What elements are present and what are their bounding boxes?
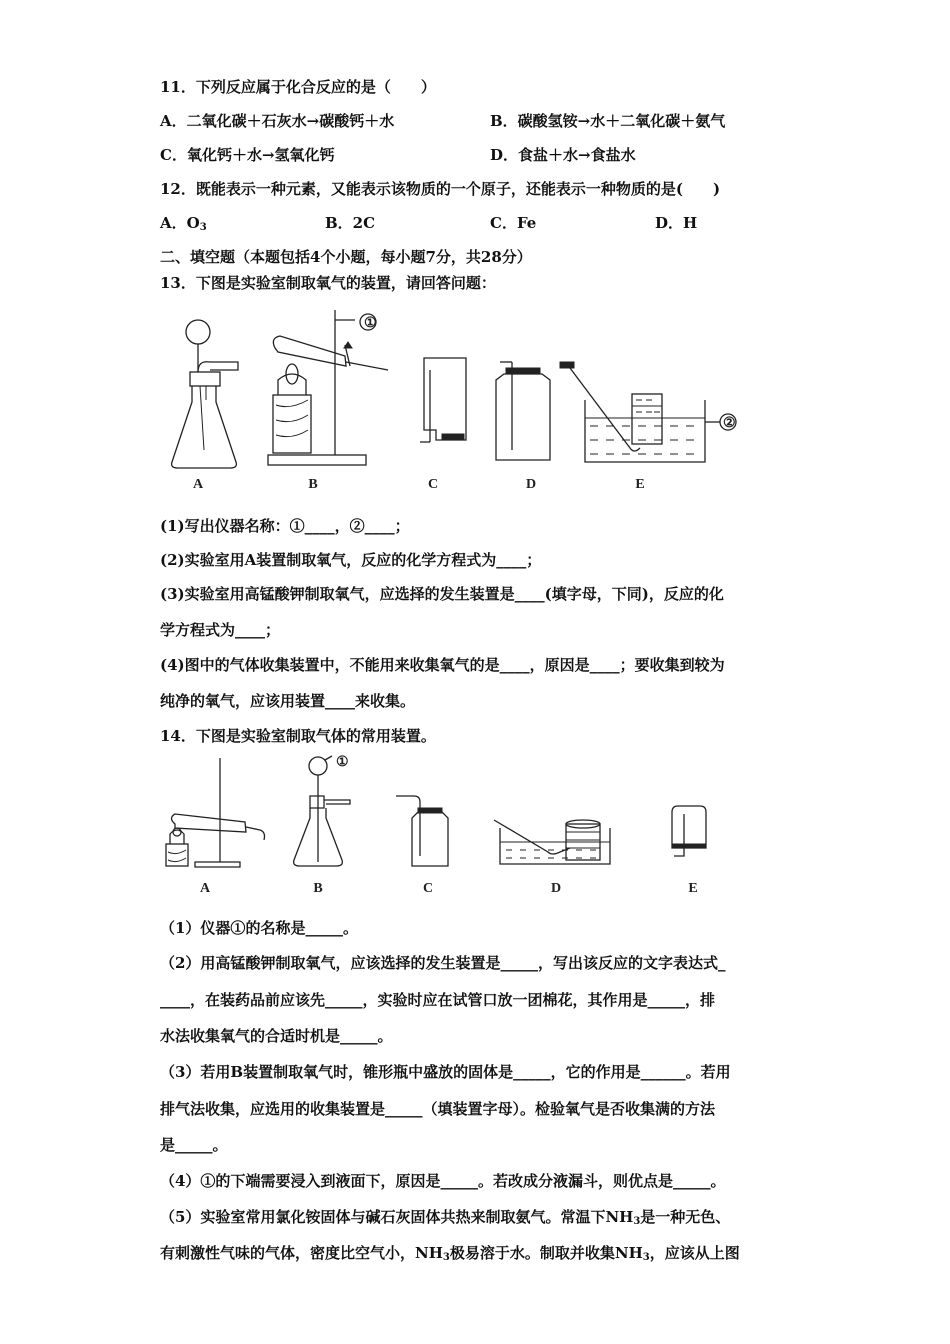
q14-part-5a: （5）实验室常用氯化铵固体与碱石灰固体共热来制取氨气。常温下$NH_3$是一种无色、 xyxy=(160,1208,731,1227)
q14-part-5b: 有刺激性气味的气体，密度比空气小，$NH_3$极易溶于水。制取并收集$NH_3$，应该从上图 xyxy=(160,1244,740,1263)
q14-apparatus-b xyxy=(294,755,350,866)
q11-option-a: A．二氧化碳＋石灰水→碳酸钙＋水 xyxy=(160,112,395,130)
q13-label-d: D xyxy=(525,477,537,492)
q13-apparatus-e xyxy=(560,362,736,462)
q13-apparatus-c xyxy=(420,358,466,442)
q12-option-a: A．$O_3$ xyxy=(160,214,207,233)
q11-option-c: C．氧化钙＋水→氢氧化钙 xyxy=(160,146,335,164)
q14-apparatus-c xyxy=(396,796,448,866)
svg-text:①: ① xyxy=(364,316,377,331)
q13-label-b: B xyxy=(308,477,318,492)
q14-stem: 14．下图是实验室制取气体的常用装置。 xyxy=(160,727,436,745)
svg-text:①: ① xyxy=(336,755,349,770)
q12-stem: 12．既能表示一种元素，又能表示该物质的一个原子，还能表示一种物质的是( ) xyxy=(160,180,721,198)
q14-part-3b: 排气法收集，应选用的收集装置是_____（填装置字母）。检验氧气是否收集满的方法 xyxy=(160,1100,716,1118)
q11-option-d: D．食盐＋水→食盐水 xyxy=(490,146,636,164)
q14-label-b: B xyxy=(313,881,323,896)
q14-part-3c: 是_____。 xyxy=(160,1136,228,1154)
q13-part-1: (1)写出仪器名称：①____，②____； xyxy=(160,517,410,535)
q14-apparatus-figure xyxy=(160,752,720,898)
q13-label-a: A xyxy=(192,477,204,492)
q13-label-c: C xyxy=(427,477,439,492)
q13-part-3a: (3)实验室用高锰酸钾制取氧气，应选择的发生装置是____(填字母，下同)，反应的化 xyxy=(160,585,724,603)
q14-part-4: （4）①的下端需要浸入到液面下，原因是_____。若改成分液漏斗，则优点是_____。 xyxy=(160,1172,726,1190)
q12-option-b: B．2C xyxy=(325,214,376,232)
q14-part-2c: 水法收集氧气的合适时机是_____。 xyxy=(160,1027,393,1045)
q13-part-4b: 纯净的氧气，应该用装置____来收集。 xyxy=(160,692,416,710)
q14-label-a: A xyxy=(199,881,211,896)
q14-part-2b: ____，在装药品前应该先_____，实验时应在试管口放一团棉花，其作用是_____，排 xyxy=(160,991,716,1009)
q14-label-c: C xyxy=(422,881,434,896)
q13-apparatus-figure xyxy=(160,300,760,500)
q13-stem: 13．下图是实验室制取氧气的装置，请回答问题： xyxy=(160,274,496,292)
q14-label-d: D xyxy=(550,881,562,896)
q13-part-3b: 学方程式为____； xyxy=(160,621,281,639)
q12-option-c: C．Fe xyxy=(490,214,537,232)
q13-apparatus-a xyxy=(172,320,238,468)
q14-part-1: （1）仪器①的名称是_____。 xyxy=(160,919,358,937)
q14-apparatus-a xyxy=(166,758,265,867)
q13-part-4a: (4)图中的气体收集装置中，不能用来收集氧气的是____，原因是____；要收集到较为 xyxy=(160,656,725,674)
q13-part-2: (2)实验室用A装置制取氧气，反应的化学方程式为____； xyxy=(160,551,542,569)
q11-option-b: B．碳酸氢铵→水＋二氧化碳＋氨气 xyxy=(490,112,726,130)
section-heading: 二、填空题（本题包括4个小题，每小题7分，共28分） xyxy=(160,248,532,266)
q13-apparatus-b xyxy=(268,310,388,465)
q14-apparatus-d xyxy=(494,820,610,864)
q13-apparatus-d xyxy=(496,362,550,460)
q14-label-e: E xyxy=(688,881,698,896)
svg-text:②: ② xyxy=(723,416,736,431)
q14-part-2a: （2）用高锰酸钾制取氧气，应该选择的发生装置是_____，写出该反应的文字表达式_ xyxy=(160,954,726,972)
q11-stem: 11．下列反应属于化合反应的是（ ） xyxy=(160,78,436,96)
q14-part-3a: （3）若用B装置制取氧气时，锥形瓶中盛放的固体是_____，它的作用是______。若用 xyxy=(160,1063,731,1081)
q14-apparatus-e xyxy=(672,806,706,856)
q13-label-e: E xyxy=(635,477,645,492)
q12-option-d: D．H xyxy=(655,214,698,232)
